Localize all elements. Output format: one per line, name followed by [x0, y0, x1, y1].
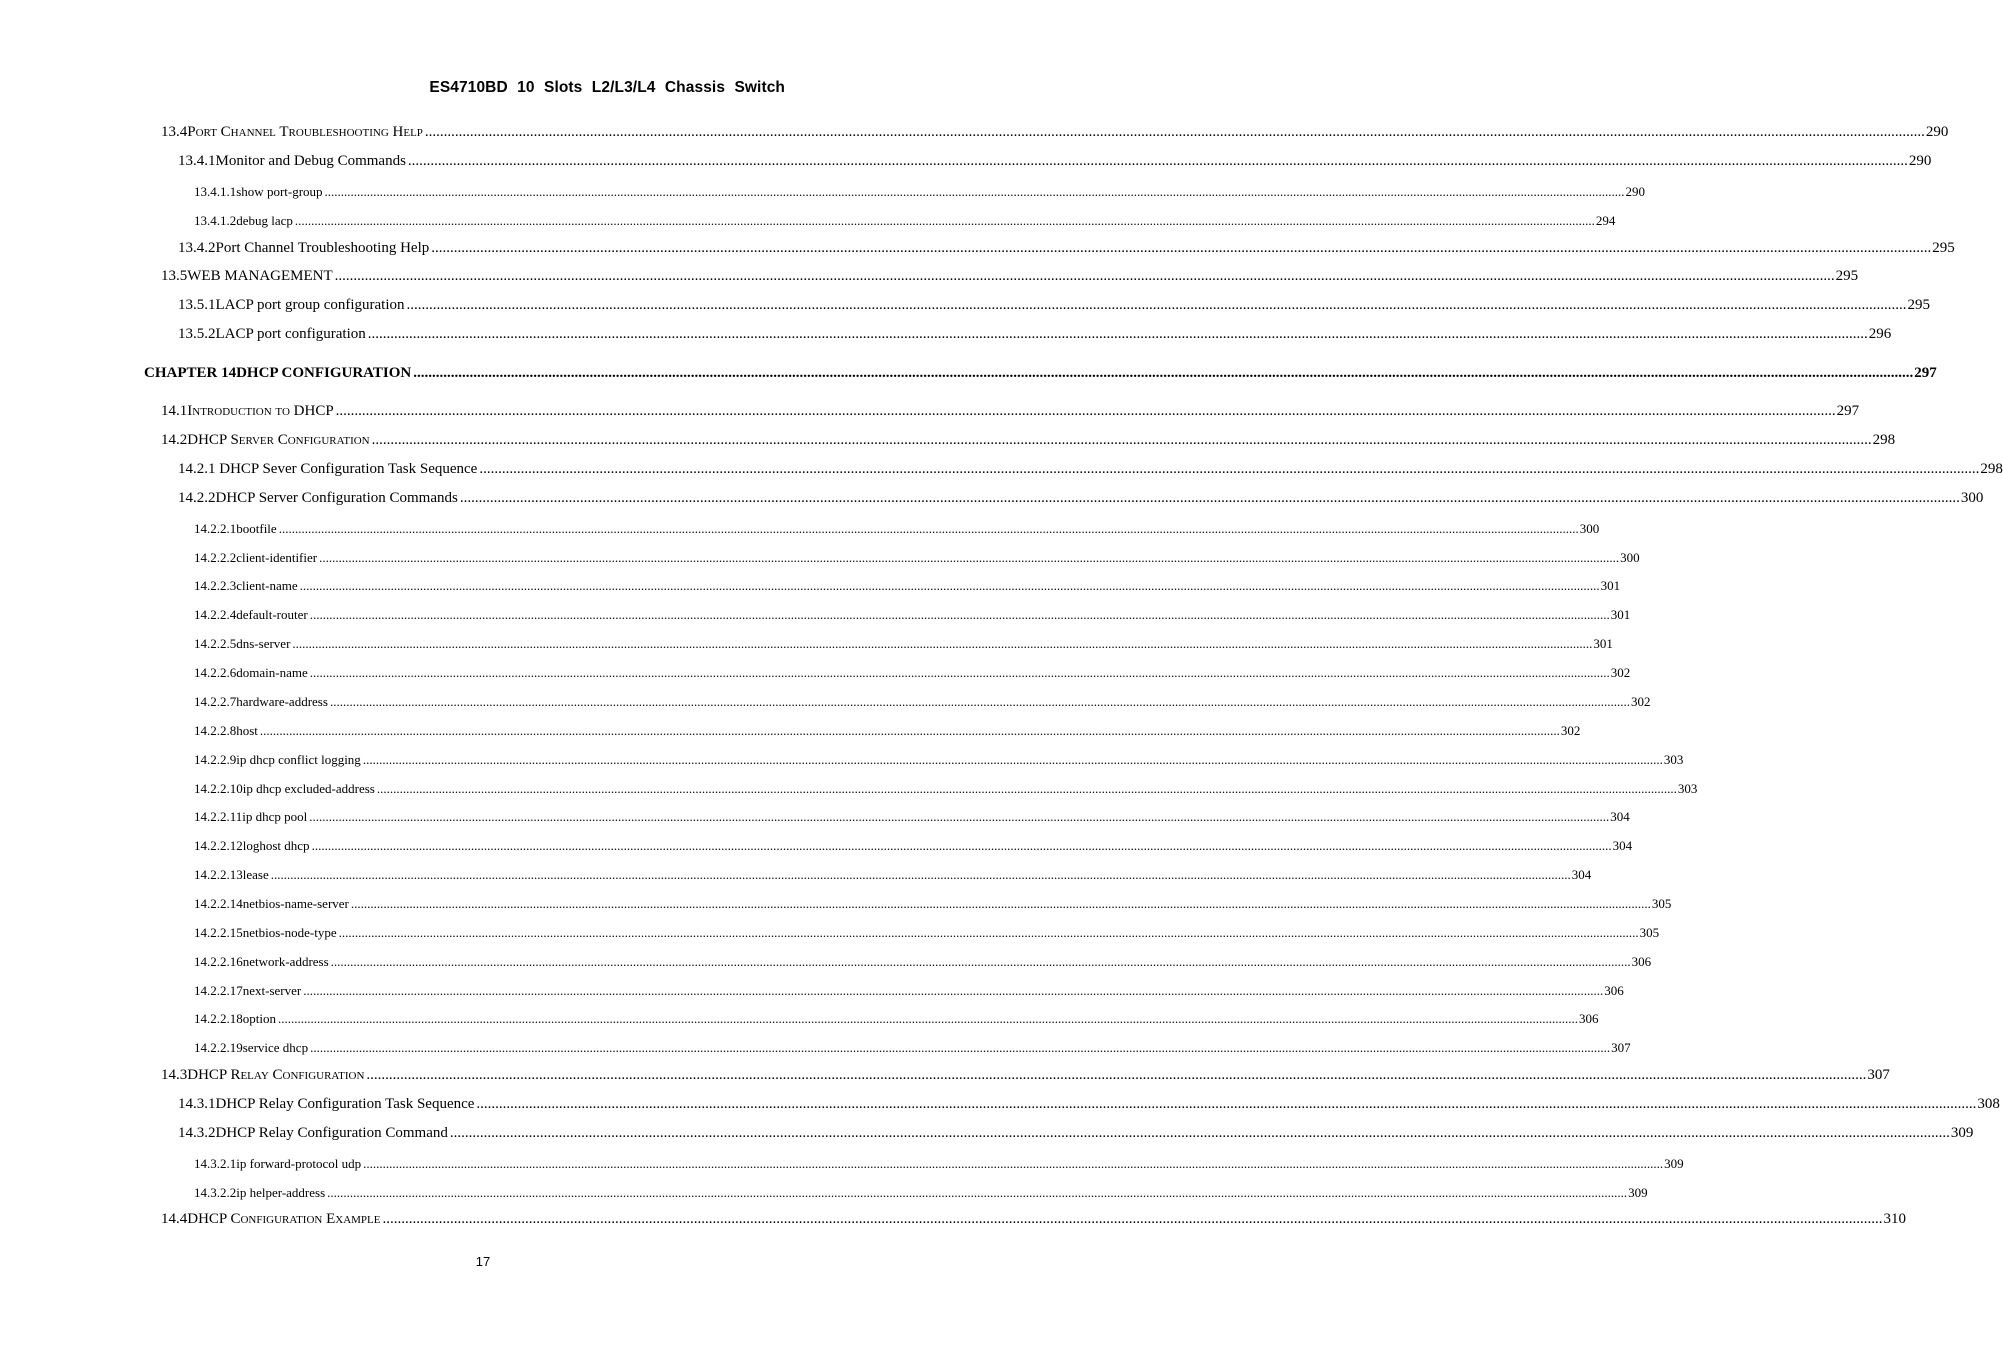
toc-entry-title: Port Channel Troubleshooting Help	[215, 240, 430, 256]
toc-entry-title: Port Channel Troubleshooting Help	[187, 124, 423, 140]
toc-entry-title: netbios-node-type	[242, 925, 337, 940]
toc-entry-page: 306	[1604, 983, 1624, 998]
toc-entry-title: DHCP Server Configuration Commands	[215, 490, 458, 506]
toc-entry-page: 297	[1914, 365, 1937, 381]
toc-entry-title: DHCP Configuration Example	[187, 1211, 381, 1227]
dot-leader: ................................................................................................................................................................................................................................................................................................................................................................................................................	[366, 1067, 1867, 1083]
toc-entry-number: 14.3.2.1	[194, 1156, 237, 1171]
toc-entry-page: 309	[1628, 1185, 1648, 1200]
toc-entry[interactable]	[194, 1185, 1648, 1201]
toc-entry-number: 14.2.2.17	[194, 983, 243, 998]
toc-entry-title: netbios-name-server	[242, 896, 349, 911]
toc-entry[interactable]	[194, 521, 1600, 537]
dot-leader: ................................................................................................................................................................................................................................................................................................................................................................................................................	[449, 1125, 1950, 1141]
toc-entry-number: 14.2.2.18	[194, 1011, 243, 1026]
page-number: 17	[475, 1254, 491, 1269]
toc-entry-title: ip forward-protocol udp	[236, 1156, 362, 1171]
toc-entry-number: 14.2.2.3	[194, 578, 237, 593]
toc-entry[interactable]	[194, 607, 1631, 623]
toc-entry-page: 306	[1631, 954, 1652, 969]
toc-entry-number: 14.2.2.5	[194, 636, 237, 651]
dot-leader: ................................................................................................................................................................................................................................................................................................................................................................................................................	[338, 925, 1639, 940]
dot-leader: ................................................................................................................................................................................................................................................................................................................................................................................................................	[309, 607, 1610, 622]
toc-entry[interactable]	[178, 1125, 1974, 1142]
toc-entry-title: DHCP CONFIGURATION	[236, 365, 412, 381]
toc-entry-title: show port-group	[236, 184, 323, 199]
toc-entry-page: 296	[1868, 326, 1892, 342]
dot-leader: ................................................................................................................................................................................................................................................................................................................................................................................................................	[259, 723, 1560, 738]
toc-entry-number: 13.4.1.1	[194, 184, 237, 199]
dot-leader: ................................................................................................................................................................................................................................................................................................................................................................................................................	[309, 809, 1610, 824]
toc-entry-number: 13.4.2	[178, 240, 216, 256]
toc-entry-number: 14.2.2.14	[194, 896, 243, 911]
toc-entry-page: 301	[1593, 636, 1613, 651]
toc-entry-page: 305	[1651, 896, 1672, 911]
dot-leader: ................................................................................................................................................................................................................................................................................................................................................................................................................	[292, 636, 1593, 651]
toc-entry[interactable]	[194, 636, 1613, 652]
toc-entry-number: 14.2.2.16	[194, 954, 243, 969]
toc-entry[interactable]	[194, 694, 1651, 710]
dot-leader: ................................................................................................................................................................................................................................................................................................................................................................................................................	[294, 213, 1595, 228]
toc-entry-page: 309	[1950, 1125, 1974, 1141]
toc-entry-title: ip dhcp excluded-address	[242, 781, 375, 796]
toc-entry-page: 298	[1980, 461, 2003, 477]
toc-entry-title: service dhcp	[242, 1040, 309, 1055]
toc-entry[interactable]	[194, 1040, 1631, 1056]
toc-entry-title: Introduction to DHCP	[187, 403, 334, 419]
toc-entry-page: 302	[1630, 694, 1651, 709]
dot-leader: ................................................................................................................................................................................................................................................................................................................................................................................................................	[479, 461, 1980, 477]
dot-leader: ................................................................................................................................................................................................................................................................................................................................................................................................................	[277, 1011, 1578, 1026]
toc-entry[interactable]	[178, 297, 1931, 314]
dot-leader: ................................................................................................................................................................................................................................................................................................................................................................................................................	[362, 752, 1663, 767]
toc-entry-title: ip dhcp conflict logging	[236, 752, 361, 767]
toc-entry-title: network-address	[242, 954, 329, 969]
toc-entry-title: bootfile	[236, 521, 277, 536]
dot-leader: ................................................................................................................................................................................................................................................................................................................................................................................................................	[324, 184, 1625, 199]
toc-entry-page: 304	[1610, 809, 1630, 824]
toc-entry-page: 303	[1663, 752, 1684, 767]
dot-leader: ................................................................................................................................................................................................................................................................................................................................................................................................................	[335, 403, 1836, 419]
toc-entry-number: 13.4.1.2	[194, 213, 237, 228]
dot-leader: ................................................................................................................................................................................................................................................................................................................................................................................................................	[376, 781, 1677, 796]
toc-entry-page: 295	[1835, 268, 1859, 284]
toc-entry[interactable]	[194, 752, 1684, 768]
toc-entry-title: default-router	[236, 607, 308, 622]
toc-entry-number: 14.2	[161, 432, 188, 448]
toc-entry[interactable]	[194, 665, 1631, 681]
toc-entry-title: option	[242, 1011, 276, 1026]
toc-entry[interactable]	[161, 403, 1860, 420]
toc-entry-page: 290	[1908, 153, 1932, 169]
toc-entry[interactable]	[178, 461, 2003, 478]
toc-entry-page: 307	[1867, 1067, 1890, 1083]
toc-entry-title: LACP port configuration	[215, 326, 366, 342]
toc-entry-number: 14.2.2	[178, 490, 216, 506]
toc-entry-page: 294	[1595, 213, 1616, 228]
toc-entry[interactable]	[194, 184, 1646, 200]
toc-entry-number: 14.2.2.10	[194, 781, 243, 796]
toc-entry[interactable]	[194, 809, 1630, 825]
toc-entry-page: 309	[1664, 1156, 1684, 1171]
toc-entry-number: 13.5	[161, 268, 188, 284]
dot-leader: ................................................................................................................................................................................................................................................................................................................................................................................................................	[329, 694, 1630, 709]
toc-entry-number: 14.2.2.2	[194, 550, 237, 565]
toc-entry-page: 301	[1600, 578, 1621, 593]
toc-entry-page: 303	[1677, 781, 1698, 796]
dot-leader: ................................................................................................................................................................................................................................................................................................................................................................................................................	[431, 240, 1932, 256]
dot-leader: ................................................................................................................................................................................................................................................................................................................................................................................................................	[334, 268, 1835, 284]
dot-leader: ................................................................................................................................................................................................................................................................................................................................................................................................................	[406, 297, 1907, 313]
toc-entry-page: 295	[1907, 297, 1931, 313]
toc-entry[interactable]	[194, 1011, 1599, 1027]
toc-entry[interactable]	[161, 268, 1859, 285]
toc-entry-number: 14.2.1	[178, 461, 216, 477]
toc-entry-page: 302	[1560, 723, 1581, 738]
toc-entry-title: lease	[242, 867, 269, 882]
dot-leader: ................................................................................................................................................................................................................................................................................................................................................................................................................	[319, 550, 1620, 565]
toc-entry-title: DHCP Server Configuration	[187, 432, 370, 448]
toc-entry[interactable]	[194, 925, 1660, 941]
toc-entry-title: host	[236, 723, 258, 738]
toc-entry-number: 14.2.2.8	[194, 723, 237, 738]
dot-leader: ................................................................................................................................................................................................................................................................................................................................................................................................................	[270, 867, 1571, 882]
toc-entry-title: client-identifier	[236, 550, 318, 565]
toc-entry[interactable]	[194, 213, 1616, 229]
toc-entry-page: 300	[1960, 490, 1984, 506]
dot-leader: ................................................................................................................................................................................................................................................................................................................................................................................................................	[310, 1040, 1611, 1055]
toc-entry[interactable]	[194, 954, 1652, 970]
toc-entry[interactable]	[194, 867, 1592, 883]
toc-entry-number: 14.2.2.9	[194, 752, 237, 767]
toc-entry[interactable]	[178, 326, 1892, 343]
toc-entry-title: loghost dhcp	[242, 838, 310, 853]
toc-entry-title: DHCP Relay Configuration Task Sequence	[215, 1096, 475, 1112]
toc-entry[interactable]	[194, 550, 1640, 566]
toc-entry-number: 14.3	[161, 1067, 188, 1083]
toc-entry[interactable]	[194, 578, 1621, 594]
toc-entry-number: 14.2.2.4	[194, 607, 237, 622]
running-header: ES4710BD 10 Slots L2/L3/L4 Chassis Switch	[429, 79, 785, 96]
toc-entry-number: 14.2.2.11	[194, 809, 243, 824]
toc-entry-title: DHCP Relay Configuration Command	[215, 1125, 448, 1141]
toc-entry-number: 14.2.2.6	[194, 665, 237, 680]
toc-entry[interactable]	[194, 723, 1581, 739]
dot-leader: ................................................................................................................................................................................................................................................................................................................................................................................................................	[367, 326, 1868, 342]
dot-leader: ................................................................................................................................................................................................................................................................................................................................................................................................................	[350, 896, 1651, 911]
toc-entry[interactable]	[194, 896, 1672, 912]
dot-leader: ................................................................................................................................................................................................................................................................................................................................................................................................................	[476, 1096, 1977, 1112]
dot-leader: ................................................................................................................................................................................................................................................................................................................................................................................................................	[303, 983, 1604, 998]
toc-entry-title: next-server	[242, 983, 302, 998]
toc-entry-title: DHCP Relay Configuration	[187, 1067, 365, 1083]
toc-entry[interactable]	[194, 1156, 1684, 1172]
toc-entry-number: 13.5.1	[178, 297, 216, 313]
toc-entry[interactable]	[161, 432, 1896, 449]
toc-entry-page: 300	[1620, 550, 1640, 565]
toc-entry-title: LACP port group configuration	[215, 297, 405, 313]
toc-entry-page: 307	[1611, 1040, 1631, 1055]
toc-entry-page: 300	[1579, 521, 1600, 536]
toc-entry[interactable]	[178, 490, 1984, 507]
toc-entry[interactable]	[161, 1067, 1890, 1084]
toc-entry-number: CHAPTER 14	[144, 365, 237, 381]
toc-entry-title: dns-server	[236, 636, 291, 651]
toc-entry-number: 13.4.1	[178, 153, 216, 169]
toc-entry-page: 304	[1571, 867, 1592, 882]
dot-leader: ................................................................................................................................................................................................................................................................................................................................................................................................................	[407, 153, 1908, 169]
toc-entry[interactable]	[178, 153, 1932, 170]
toc-entry-title: DHCP Sever Configuration Task Sequence	[215, 461, 478, 477]
toc-entry-number: 14.2.2.15	[194, 925, 243, 940]
dot-leader: ................................................................................................................................................................................................................................................................................................................................................................................................................	[330, 954, 1631, 969]
dot-leader: ................................................................................................................................................................................................................................................................................................................................................................................................................	[459, 490, 1960, 506]
toc-entry[interactable]	[178, 240, 1955, 257]
toc-entry-page: 298	[1872, 432, 1896, 448]
toc-entry-number: 14.1	[161, 403, 188, 419]
dot-leader: ................................................................................................................................................................................................................................................................................................................................................................................................................	[424, 124, 1925, 140]
toc-entry-page: 304	[1612, 838, 1633, 853]
toc-entry[interactable]	[194, 838, 1633, 854]
toc-entry-page: 306	[1578, 1011, 1599, 1026]
toc-entry-number: 14.2.2.7	[194, 694, 237, 709]
toc-entry-page: 297	[1836, 403, 1860, 419]
dot-leader: ................................................................................................................................................................................................................................................................................................................................................................................................................	[363, 1156, 1664, 1171]
toc-entry-page: 308	[1977, 1096, 2000, 1112]
toc-entry[interactable]	[161, 1211, 1906, 1228]
toc-entry-number: 14.2.2.13	[194, 867, 243, 882]
toc-entry[interactable]	[161, 124, 1949, 141]
toc-entry[interactable]	[178, 1096, 2000, 1113]
dot-leader: ................................................................................................................................................................................................................................................................................................................................................................................................................	[382, 1211, 1883, 1227]
toc-entry-number: 14.2.2.12	[194, 838, 243, 853]
dot-leader: ................................................................................................................................................................................................................................................................................................................................................................................................................	[278, 521, 1579, 536]
toc-entry-number: 14.3.1	[178, 1096, 216, 1112]
toc-entry-number: 14.3.2.2	[194, 1185, 237, 1200]
dot-leader: ................................................................................................................................................................................................................................................................................................................................................................................................................	[371, 432, 1872, 448]
dot-leader: ................................................................................................................................................................................................................................................................................................................................................................................................................	[327, 1185, 1628, 1200]
toc-entry-page: 302	[1610, 665, 1631, 680]
toc-entry-title: domain-name	[236, 665, 308, 680]
toc-entry-title: debug lacp	[236, 213, 293, 228]
toc-entry-number: 14.2.2.19	[194, 1040, 243, 1055]
toc-entry[interactable]	[144, 365, 1937, 382]
toc-entry-page: 290	[1925, 124, 1949, 140]
toc-entry-title: Monitor and Debug Commands	[215, 153, 406, 169]
toc-entry-number: 14.2.2.1	[194, 521, 237, 536]
toc-entry-number: 14.3.2	[178, 1125, 216, 1141]
toc-entry-page: 305	[1639, 925, 1660, 940]
dot-leader: ................................................................................................................................................................................................................................................................................................................................................................................................................	[413, 365, 1914, 381]
toc-entry-page: 301	[1610, 607, 1631, 622]
dot-leader: ................................................................................................................................................................................................................................................................................................................................................................................................................	[299, 578, 1600, 593]
toc-entry[interactable]	[194, 983, 1624, 999]
toc-entry-page: 310	[1883, 1211, 1906, 1227]
toc-entry-title: ip dhcp pool	[242, 809, 308, 824]
toc-entry-title: hardware-address	[236, 694, 328, 709]
toc-entry-number: 13.5.2	[178, 326, 216, 342]
dot-leader: ................................................................................................................................................................................................................................................................................................................................................................................................................	[309, 665, 1610, 680]
toc-entry-title: WEB MANAGEMENT	[187, 268, 333, 284]
toc-entry-title: ip helper-address	[236, 1185, 326, 1200]
dot-leader: ................................................................................................................................................................................................................................................................................................................................................................................................................	[311, 838, 1612, 853]
toc-entry-title: client-name	[236, 578, 298, 593]
toc-entry-page: 290	[1625, 184, 1646, 199]
toc-entry-page: 295	[1932, 240, 1955, 256]
toc-entry[interactable]	[194, 781, 1698, 797]
toc-entry-number: 14.4	[161, 1211, 188, 1227]
toc-entry-number: 13.4	[161, 124, 188, 140]
